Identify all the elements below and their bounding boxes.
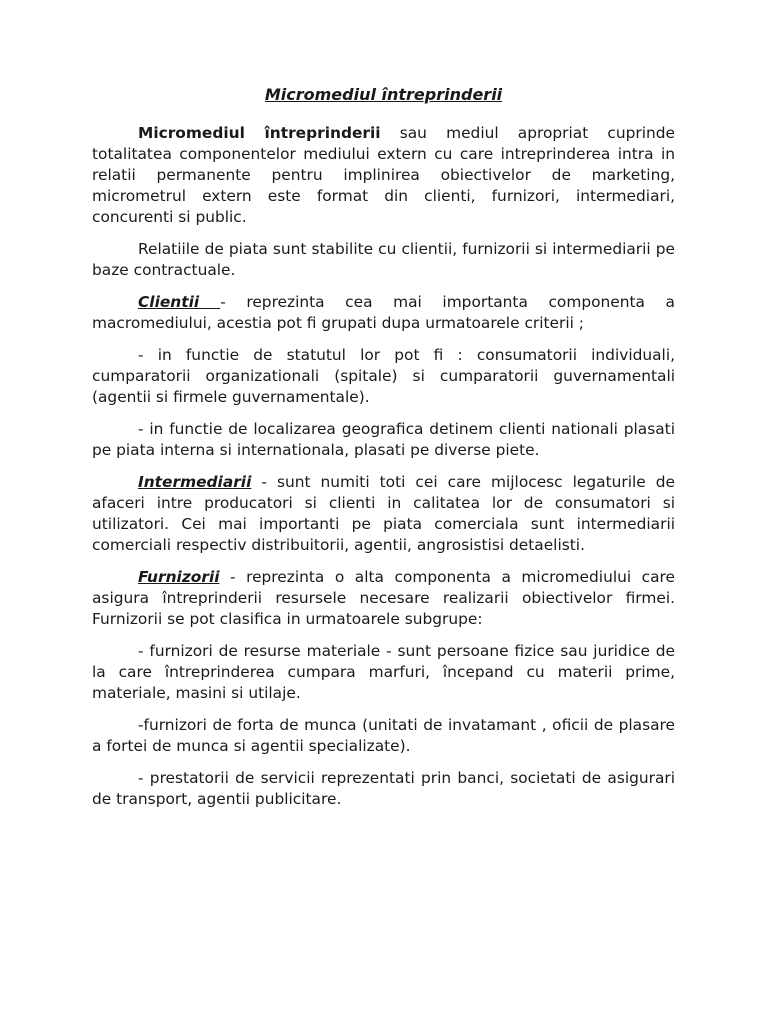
paragraph-text: - reprezinta cea mai importanta componenta a macromediului, acestia pot fi grupati dupa urmatoarele criterii ; bbox=[92, 293, 675, 332]
paragraph-furnizorii bbox=[92, 567, 675, 630]
paragraph-prestatori bbox=[92, 768, 675, 810]
term-furnizorii: Furnizorii bbox=[138, 568, 220, 586]
paragraph-text: - furnizori de resurse materiale - sunt persoane fizice sau juridice de la care întreprinderea cumpara marfuri, începand cu materii prime, materiale, masini si utilaje. bbox=[92, 642, 675, 702]
term-intermediarii: Intermediarii bbox=[138, 473, 252, 491]
paragraph-statut bbox=[92, 345, 675, 408]
paragraph-text: - sunt numiti toti cei care mijlocesc legaturile de afaceri intre producatori si clienti in calitatea lor de consumatori si utilizatori. Cei mai importanti pe piata comerciala sunt intermediarii comerciali respectiv distribuitorii, agentii, angrosistisi detaelisti. bbox=[92, 473, 675, 554]
paragraph-text: - prestatorii de servicii reprezentati prin banci, societati de asigurari de transport, agentii publicitare. bbox=[92, 769, 675, 808]
term-clientii: Clientii bbox=[138, 293, 221, 311]
paragraph-text: -furnizori de forta de munca (unitati de invatamant , oficii de plasare a fortei de munca si agentii specializate). bbox=[92, 716, 675, 755]
paragraph-text: Relatiile de piata sunt stabilite cu clientii, furnizorii si intermediarii pe baze contractuale. bbox=[92, 240, 675, 279]
document-title: Micromediul întreprinderii bbox=[264, 85, 503, 104]
paragraph-resurse-materiale bbox=[92, 641, 675, 704]
paragraph-localizare bbox=[92, 419, 675, 461]
paragraph-text: - reprezinta o alta componenta a micromediului care asigura întreprinderii resursele necesare realizarii obiectivelor firmei. Furnizorii se pot clasifica in urmatoarele subgrupe: bbox=[92, 568, 675, 628]
paragraph-text: - in functie de localizarea geografica detinem clienti nationali plasati pe piata interna si internationala, plasati pe diverse piete. bbox=[92, 420, 675, 459]
paragraph-text: - in functie de statutul lor pot fi : consumatorii individuali, cumparatorii organizationali (spitale) si cumparatorii guvernamentali (agentii si firmele guvernamentale). bbox=[92, 346, 675, 406]
paragraph-micromediul bbox=[92, 123, 675, 228]
paragraph-forta-de-munca bbox=[92, 715, 675, 757]
paragraph-clientii bbox=[92, 292, 675, 334]
paragraph-relatiile bbox=[92, 239, 675, 281]
term-micromediul: Micromediul întreprinderii bbox=[138, 124, 381, 142]
paragraph-intermediarii bbox=[92, 472, 675, 556]
paragraph-text: sau mediul apropriat cuprinde totalitatea componentelor mediului extern cu care intreprinderea intra in relatii permanente pentru implinirea obiectivelor de marketing, micrometrul extern este format din clienti, furnizori, intermediari, concurenti si public. bbox=[92, 124, 675, 226]
document-page bbox=[92, 83, 675, 821]
